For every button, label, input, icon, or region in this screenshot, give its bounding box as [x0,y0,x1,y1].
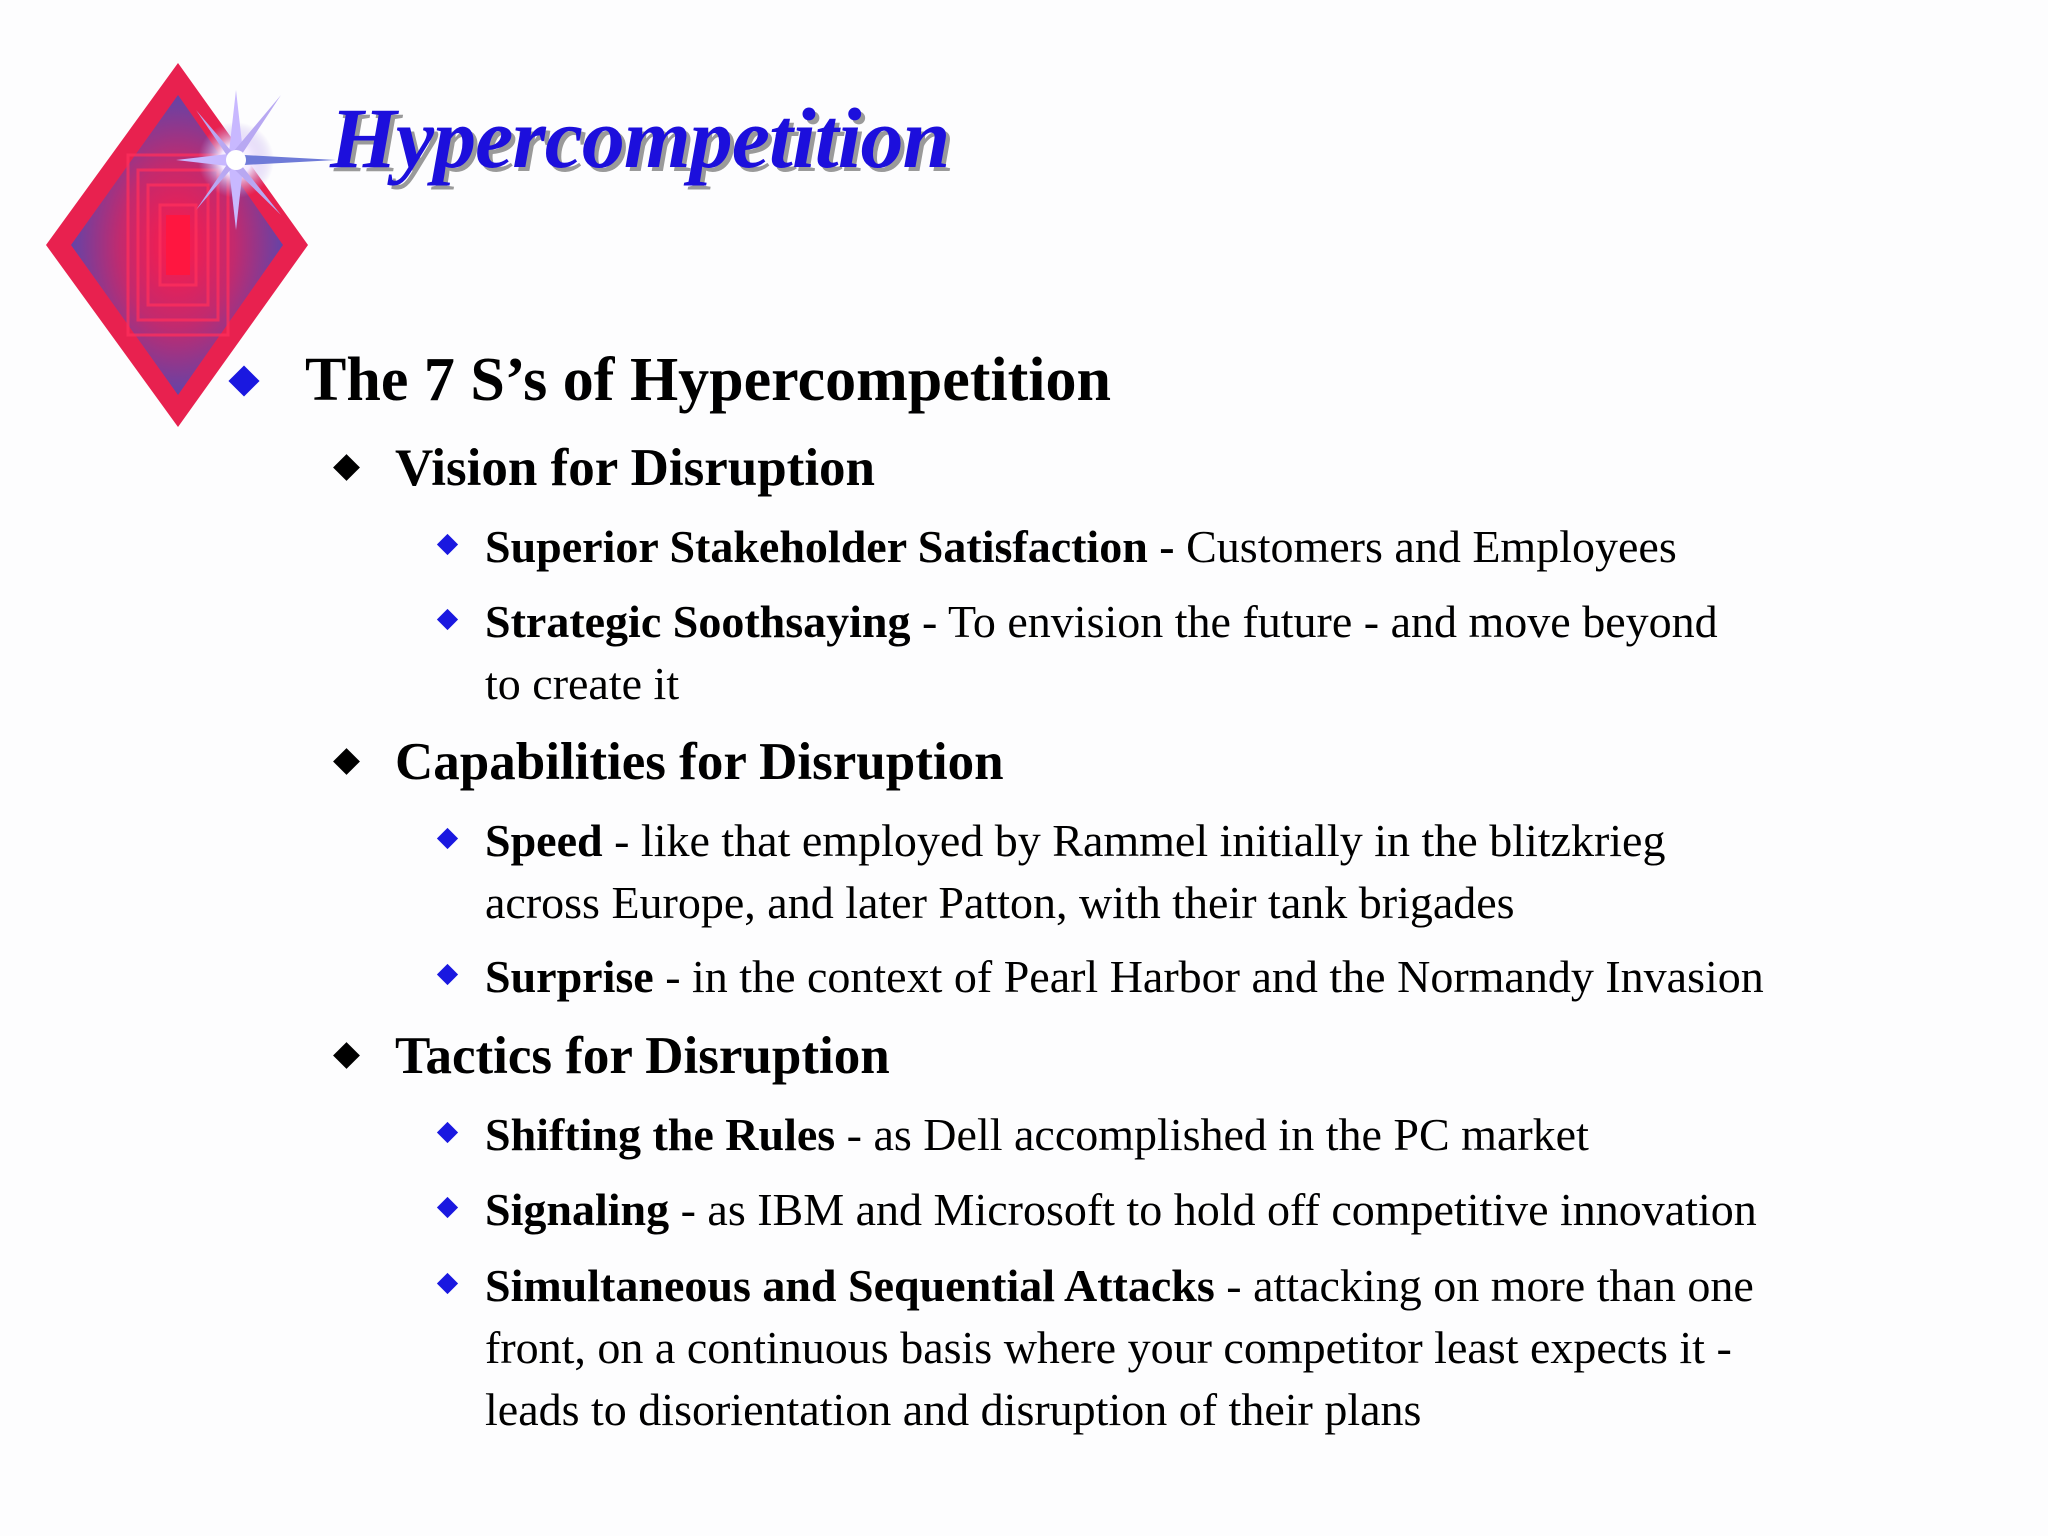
list-item [485,810,1665,872]
bullet-diamond-icon [437,1273,458,1294]
list-item-text: Customers and Employees [1174,521,1677,572]
slide-title: Hypercompetition [330,90,950,186]
list-item-continuation: across Europe, and later Patton, with their tank brigades [485,877,1515,928]
bullet-diamond-icon [437,534,458,555]
list-item-text: - as IBM and Microsoft to hold off competitive innovation [669,1184,1757,1235]
section-heading: Capabilities for Disruption [395,733,1004,791]
section-heading: Vision for Disruption [395,439,876,497]
list-item [485,1104,1589,1166]
list-item-text: - like that employed by Rammel initially in the blitzkrieg [602,815,1666,866]
list-item-continuation: front, on a continuous basis where your competitor least expects it - [485,1322,1732,1373]
bullet-diamond-icon [437,964,458,985]
bullet-diamond-icon [333,748,360,775]
list-item-continuation: leads to disorientation and disruption of their plans [485,1384,1422,1435]
list-item-text: - in the context of Pearl Harbor and the Normandy Invasion [653,951,1764,1002]
list-item [485,946,1764,1008]
bullet-diamond-icon [333,1042,360,1069]
bullet-diamond-icon [437,1122,458,1143]
list-item-term: Strategic Soothsaying [485,596,911,647]
list-item-term: Shifting the Rules [485,1109,836,1160]
bullet-diamond-icon [437,609,458,630]
bullet-diamond-icon [437,828,458,849]
bullet-diamond-icon [437,1197,458,1218]
main-heading: The 7 S’s of Hypercompetition [305,346,1111,414]
list-item-term: Surprise [485,951,654,1002]
list-item [485,1179,1757,1241]
list-item [485,1255,1754,1317]
list-item [485,591,1718,653]
list-item-term: Superior Stakeholder Satisfaction - [485,521,1175,572]
list-item-term: Simultaneous and Sequential Attacks [485,1260,1215,1311]
list-item-text: - as Dell accomplished in the PC market [835,1109,1589,1160]
list-item-continuation: to create it [485,658,680,709]
section-heading: Tactics for Disruption [395,1027,890,1085]
list-item-term: Signaling [485,1184,670,1235]
diamond-star-logo-icon [38,55,338,435]
list-item-text: - attacking on more than one [1214,1260,1754,1311]
list-item-term: Speed [485,815,603,866]
bullet-diamond-icon [333,454,360,481]
list-item [485,516,1677,578]
list-item-text: - To envision the future - and move beyond [910,596,1718,647]
